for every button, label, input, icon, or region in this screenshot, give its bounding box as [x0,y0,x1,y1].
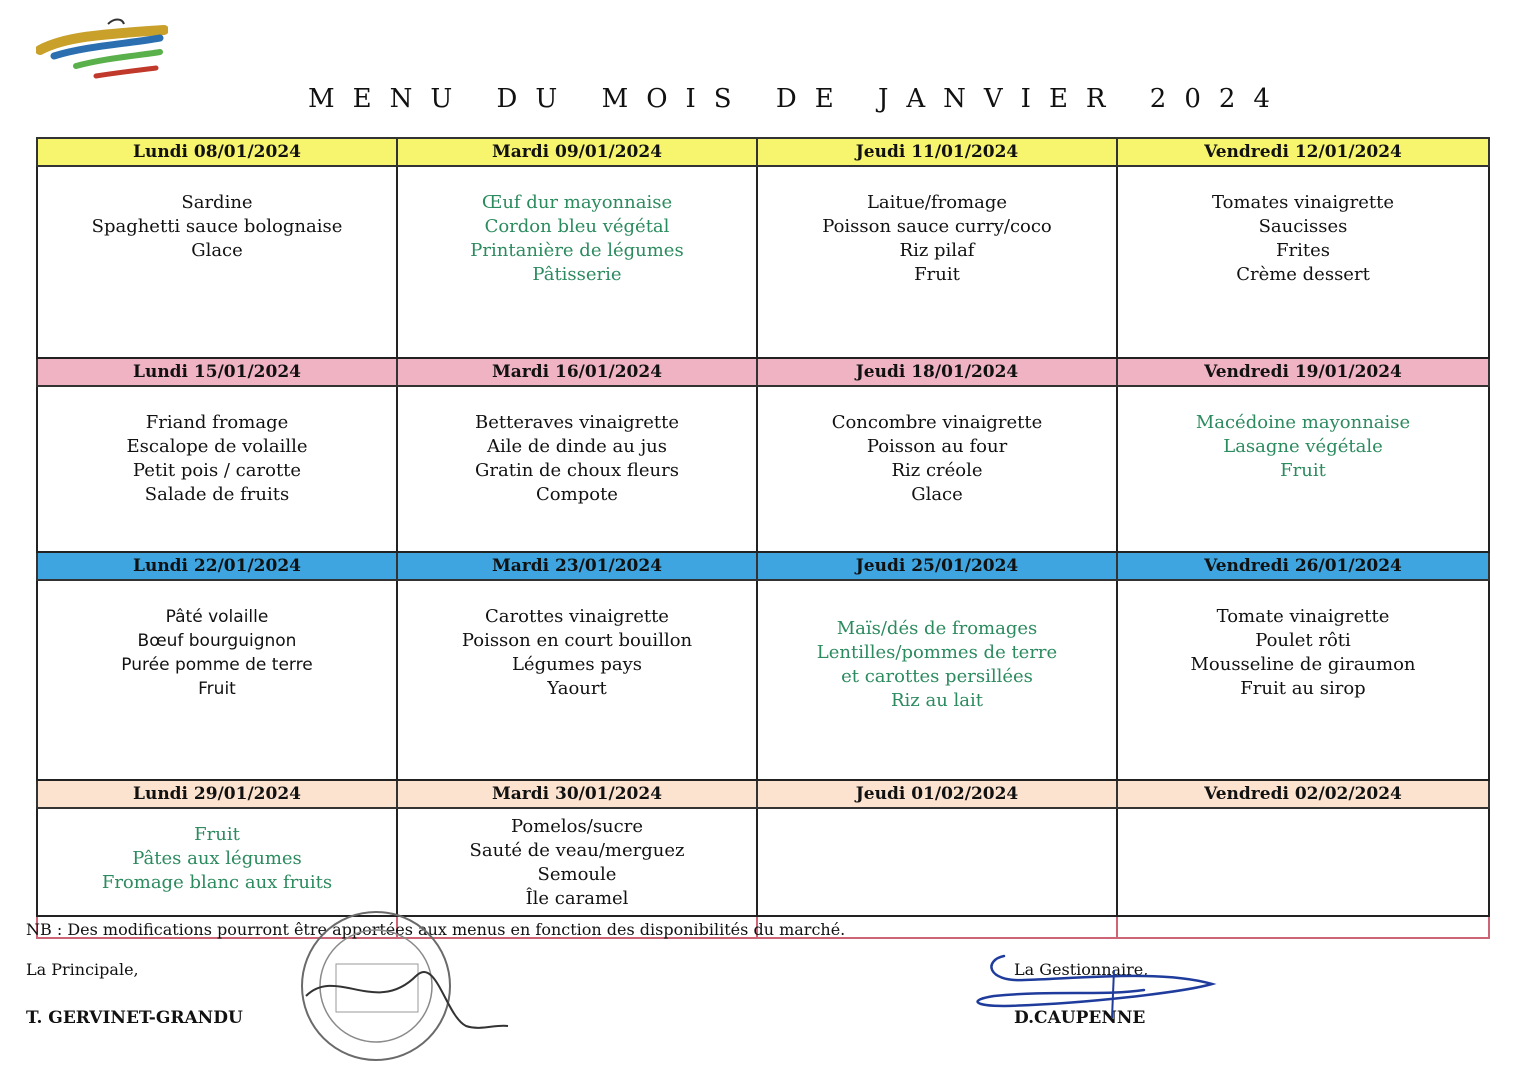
dish: Aile de dinde au jus [486,436,667,457]
dish: Légumes pays [511,654,643,675]
dish: Lentilles/pommes de terre [816,642,1058,663]
dish: Poisson en court bouillon [461,630,693,651]
dish: Tomate vinaigrette [1216,606,1390,627]
day-menu [1117,580,1489,780]
day-header: Mardi 23/01/2024 [397,552,757,580]
principal-role: La Principale, [26,960,139,979]
dish: Sauté de veau/merguez [469,840,685,861]
dish: Poisson au four [866,436,1008,457]
dish: Tomates vinaigrette [1212,192,1394,213]
dish: Carottes vinaigrette [485,606,669,627]
dish: Laitue/fromage [866,192,1008,213]
day-header: Lundi 29/01/2024 [37,780,397,808]
week-2-menu [37,386,1489,552]
dish: Fruit [914,264,960,285]
dish: Yaourt [547,678,607,699]
dish: Macédoine mayonnaise [1195,412,1411,433]
dish: Printanière de légumes [470,240,684,261]
menu-table [36,137,1490,939]
dish: Riz créole [891,460,983,481]
day-menu [397,580,757,780]
dish: Pâté volaille [165,607,269,627]
signature-scribble [964,950,1224,1020]
dish: Escalope de volaille [126,436,308,457]
day-menu-empty [1117,808,1489,916]
school-logo [36,16,168,88]
dish: Crème dessert [1236,264,1370,285]
dish: Fruit [198,679,236,699]
dish: Poulet rôti [1255,630,1351,651]
dish: Petit pois / carotte [132,460,302,481]
official-stamp [296,906,516,1066]
dish: Frites [1276,240,1330,261]
dish: Riz au lait [890,690,984,711]
dish: Fruit [194,824,240,845]
page-title: MENU DU MOIS DE JANVIER 2024 [308,84,1288,114]
dish: Betteraves vinaigrette [474,412,680,433]
day-header: Lundi 22/01/2024 [37,552,397,580]
week-1-header [37,138,1489,166]
dish: Lasagne végétale [1223,436,1383,457]
day-header: Vendredi 12/01/2024 [1117,138,1489,166]
day-menu [37,386,397,552]
dish: Bœuf bourguignon [137,631,297,651]
dish: Fromage blanc aux fruits [101,872,333,893]
dish: et carottes persillées [841,666,1033,687]
day-header: Mardi 16/01/2024 [397,358,757,386]
day-menu [1117,166,1489,358]
day-menu [757,166,1117,358]
dish: Riz pilaf [899,240,975,261]
day-menu-vegetarian [757,580,1117,780]
principal-name: T. GERVINET-GRANDU [26,1008,243,1028]
dish: Glace [911,484,963,505]
day-menu [37,166,397,358]
week-1-menu [37,166,1489,358]
day-header: Lundi 15/01/2024 [37,358,397,386]
day-menu [397,386,757,552]
week-4-menu [37,808,1489,916]
dish: Pâtisserie [532,264,622,285]
dish: Sardine [181,192,253,213]
day-menu-vegetarian [397,166,757,358]
day-header: Jeudi 11/01/2024 [757,138,1117,166]
dish: Semoule [537,864,617,885]
dish: Concombre vinaigrette [831,412,1043,433]
dish: Poisson sauce curry/coco [822,216,1052,237]
dish: Gratin de choux fleurs [475,460,679,481]
day-menu-vegetarian [37,808,397,916]
dish: Cordon bleu végétal [484,216,670,237]
dish: Île caramel [525,888,629,909]
dish: Spaghetti sauce bolognaise [91,216,343,237]
disclaimer-note: NB : Des modifications pourront être apportées aux menus en fonction des disponibilités du marché. [26,920,846,939]
day-header: Jeudi 25/01/2024 [757,552,1117,580]
day-header: Jeudi 01/02/2024 [757,780,1117,808]
dish: Œuf dur mayonnaise [481,192,673,213]
day-header: Mardi 09/01/2024 [397,138,757,166]
day-menu [37,580,397,780]
dish: Saucisses [1258,216,1348,237]
gestionnaire-role: La Gestionnaire, [1014,960,1149,979]
gestionnaire-name: D.CAUPENNE [1014,1008,1146,1028]
dish: Fruit au sirop [1240,678,1366,699]
dish: Mousseline de giraumon [1190,654,1416,675]
dish: Fruit [1280,460,1326,481]
dish: Glace [191,240,243,261]
week-2-header [37,358,1489,386]
strip-cell [1117,916,1489,938]
dish: Pâtes aux légumes [132,848,302,869]
week-3-header [37,552,1489,580]
day-header: Vendredi 26/01/2024 [1117,552,1489,580]
week-4-header [37,780,1489,808]
day-header: Lundi 08/01/2024 [37,138,397,166]
dish: Compote [536,484,618,505]
dish: Friand fromage [145,412,289,433]
day-header: Jeudi 18/01/2024 [757,358,1117,386]
day-header: Vendredi 02/02/2024 [1117,780,1489,808]
week-3-menu [37,580,1489,780]
dish: Salade de fruits [144,484,290,505]
dish: Maïs/dés de fromages [836,618,1038,639]
day-menu-empty [757,808,1117,916]
day-menu-vegetarian [1117,386,1489,552]
dish: Purée pomme de terre [121,655,313,675]
day-header: Vendredi 19/01/2024 [1117,358,1489,386]
day-menu [397,808,757,916]
day-menu [757,386,1117,552]
day-header: Mardi 30/01/2024 [397,780,757,808]
dish: Pomelos/sucre [510,816,643,837]
